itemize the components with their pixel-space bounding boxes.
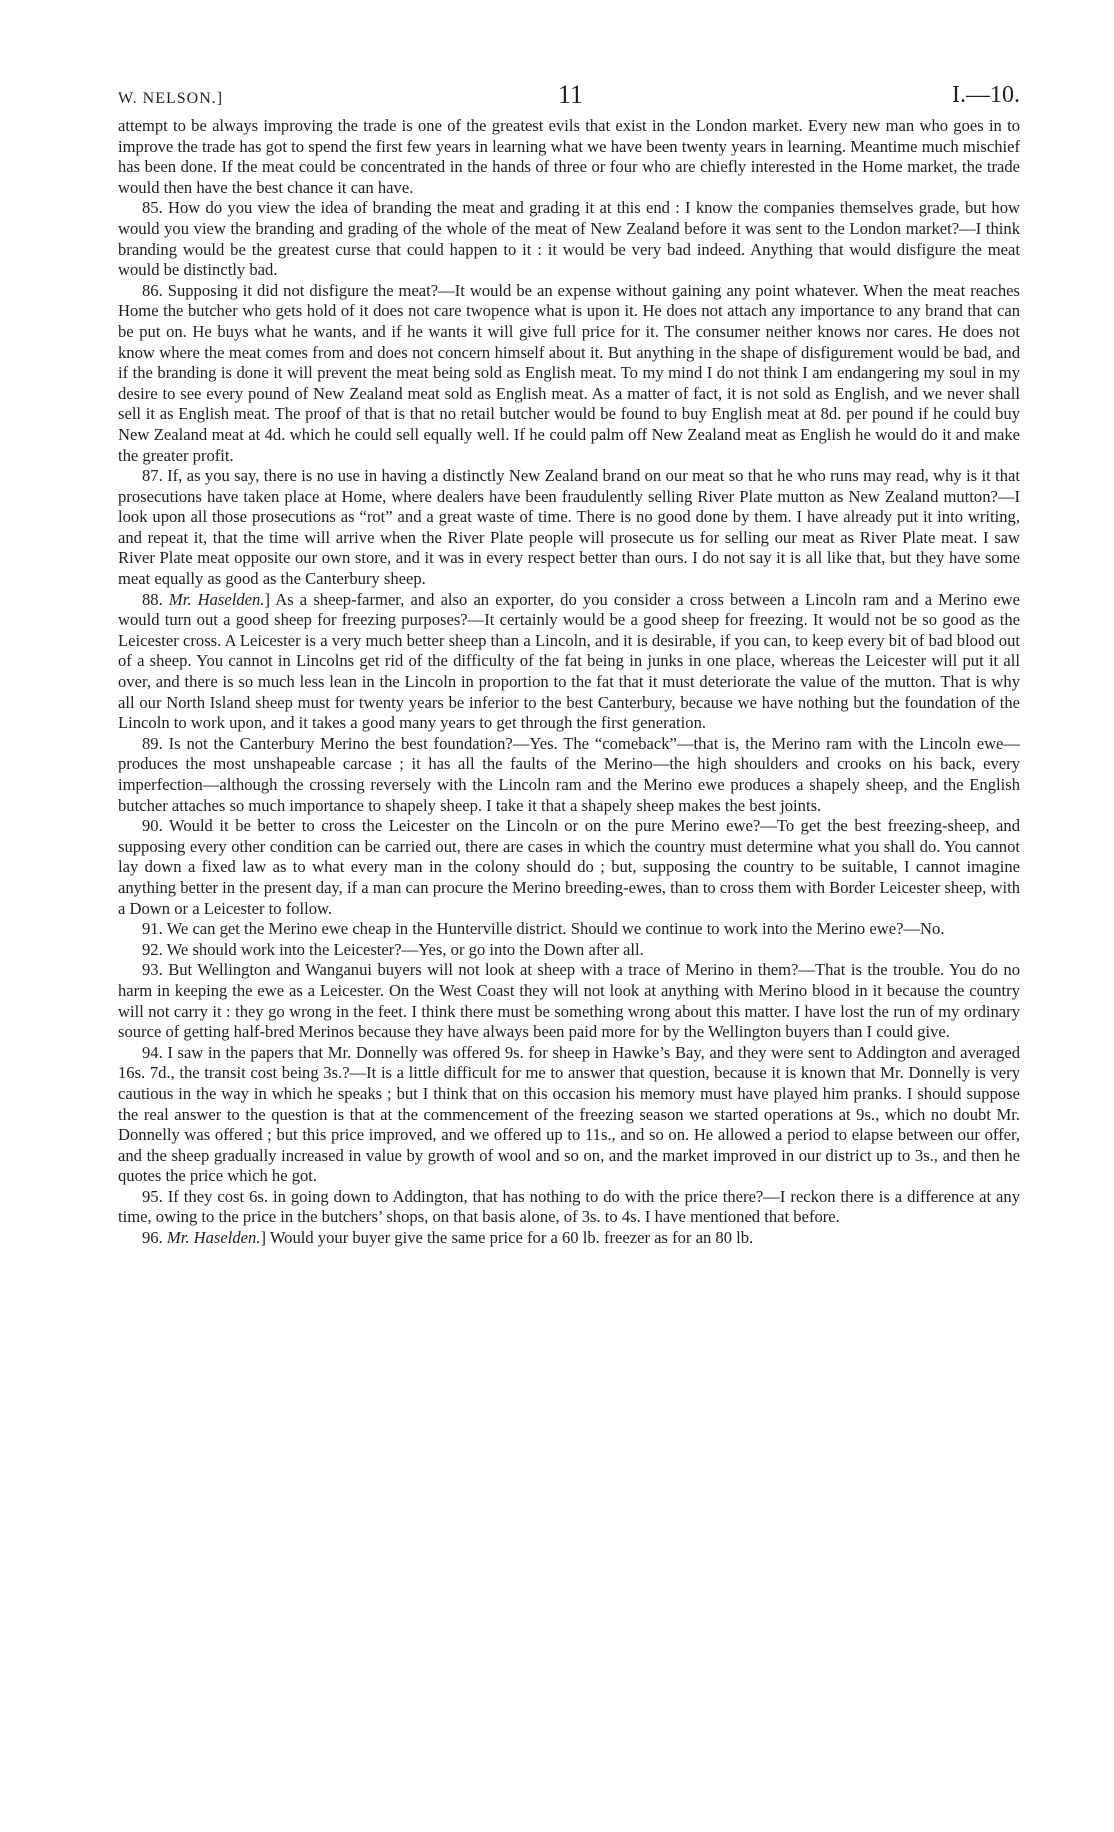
question-number: 87. [142,466,168,486]
paragraph-text: As a sheep-farmer, and also an exporter, do you consider a cross between a Lincoln ram and a Merino ewe would turn out a good sheep for freezing purposes?—It certainly would be a good sheep for freezing. It would not be so good as the Leicester cross. A Leicester is a very much better sheep than a Lincoln, and it is desirable, if you can, to keep every bit of bad blood out of a sheep. You cannot in Lincolns get rid of the difficulty of the fat being in junks in one place, whereas the Leicester will put it all over, and there is so much less lean in the Lincoln in proportion to the fat that it must deteriorate the value of the mutton. That is why all our North Island sheep must for twenty years be inferior to the best Canterbury, because we have nothing but the foundation of the Lincoln to work upon, and it takes a good many years to get through the first generation. [118,589,1021,733]
question-number: 89. [142,733,169,753]
paragraph [118,116,1020,198]
paragraph [118,1043,1020,1187]
question-number: 93. [142,960,169,980]
question-number: 94. [142,1042,168,1062]
speaker-name: Mr. Haselden. [168,589,265,609]
running-head [118,76,1020,116]
paragraph-text: But Wellington and Wanganui buyers will not look at sheep with a trace of Merino in them?—That is the trouble. You do no harm in keeping the ewe as a Leicester. On the West Coast they will not look at anything with Merino blood in it because the country will not carry it : they go wrong in the feet. I think there must be something wrong about this matter. I have lost the run of my ordinary source of getting half-bred Merinos because they have always been paid more for by the Wellington buyers than I could give. [118,960,1020,1042]
paragraph-text: Supposing it did not disfigure the meat?—It would be an expense without gaining any point whatever. When the meat reaches Home the butcher who gets hold of it does not care twopence what is upon it. He does not attach any importance to any brand that can be put on. He buys what he wants, and if he wants it will give full price for it. The consumer neither knows nor cares. He does not know where the meat comes from and does not concern himself about it. But anything in the shape of disfigurement would be bad, and if the branding is done it will prevent the meat being sold as English meat. To my mind I do not think I am endangering my soul in my desire to see every pound of New Zealand meat sold as English meat. As a matter of fact, it is not sold as English, and we never shall sell it as English meat. The proof of that is that no retail butcher would be found to buy English meat at 8d. per pound if he could buy New Zealand meat at 4d. which he could sell equally well. If he could palm off New Zealand meat as English he would do it and make the greater profit. [118,280,1020,465]
question-number: 85. [142,198,169,218]
paragraph [118,940,1020,961]
paragraph-text: We can get the Merino ewe cheap in the Hunterville district. Should we continue to work into the Merino ewe?—No. [166,919,945,939]
witness-name: W. NELSON.] [118,90,224,107]
paragraph [118,198,1020,280]
page-number: 11 [558,80,584,109]
question-number: 90. [142,816,170,836]
paragraph-text: We should work into the Leicester?—Yes, or go into the Down after all. [166,939,644,959]
question-number: 96. [142,1228,167,1248]
paragraph [118,960,1020,1042]
paragraph: 96. Mr. Haselden.] Would your buyer give the same price for a 60 lb. freezer as for an 80 lb. [142,1228,754,1248]
question-number: 86. [142,280,168,300]
paragraph-text: attempt to be always improving the trade is one of the greatest evils that exist in the London market. Every new man who goes in to improve the trade has got to spend the first few years in learning what we have been twenty years in learning. Meantime much mischief has been done. If the meat could be concentrated in the hands of three or four who are chiefly interested in the Home market, the trade would then have the best chance it can have. [118,116,1020,197]
paragraph-text: Is not the Canterbury Merino the best foundation?—Yes. The “comeback”—that is, the Merino ram with the Lincoln ewe—produces the most unshapeable carcase ; it has all the faults of the Merino—the high shoulders and crooks on his back, every imperfection—although the crossing reversely with the Lincoln ram and the Merino ewe produces a shapely sheep, and the English butcher attaches so much importance to shapely sheep. I take it that a shapely sheep makes the best joints. [118,733,1021,815]
paragraph-text: Would your buyer give the same price for a 60 lb. freezer as for an 80 lb. [269,1228,754,1248]
paragraph [118,816,1020,919]
paragraph: 88. Mr. Haselden.] As a sheep-farmer, and also an exporter, do you consider a cross between a Lincoln ram and a Merino ewe would turn out a good sheep for freezing purposes?—It certainly would be a good sheep for freezing. It would not be so good as the Leicester cross. A Leicester is a very much better sheep than a Lincoln, and it is desirable, if you can, to keep every bit of bad blood out of a sheep. You cannot in Lincolns get rid of the difficulty of the fat being in junks in one place, whereas the Leicester will put it all over, and there is so much less lean in the Lincoln in proportion to the fat that it must deteriorate the value of the mutton. That is why all our North Island sheep must for twenty years be inferior to the best Canterbury, because we have nothing but the foundation of the Lincoln to work upon, and it takes a good many years to get through the first generation. [118,589,1021,733]
paragraph [118,1187,1020,1228]
paragraph [118,466,1020,590]
paragraph [118,281,1020,466]
paragraph-text: If they cost 6s. in going down to Addington, that has nothing to do with the price there?—I reckon there is a difference at any time, owing to the price in the butchers’ shops, on that basis alone, of 3s. to 4s. I have mentioned that before. [118,1186,1021,1227]
paragraph-text: I saw in the papers that Mr. Donnelly was offered 9s. for sheep in Hawke’s Bay, and they were sent to Addington and averaged 16s. 7d., the transit cost being 3s.?—It is a little difficult for me to answer that question, because it is known that Mr. Donnelly is very cautious in the way in which he speaks ; but I think that on this occasion his memory must have played him pranks. I should suppose the real answer to the question is that at the commencement of the freezing season we started operations at 9s., which no doubt Mr. Donnelly was offered ; but this price improved, and we offered up to 11s., and so on. He allowed a period to elapse between our offer, and the sheep gradually increased in value by growth of wool and so on, and the market improved in our district up to 3s., and then he quotes the price which he got. [118,1042,1021,1186]
paragraph-text: Would it be better to cross the Leicester on the Lincoln or on the pure Merino ewe?—To get the best freezing-sheep, and supposing every other condition can be carried out, there are cases in which the country must determine what you shall do. You cannot lay down a fixed law as to what every man in the colony should do ; but, supposing the country to be suitable, I cannot imagine anything better in the present day, if a man can procure the Merino breeding-ewes, than to cross them with Border Leicester sheep, with a Down or a Leicester to follow. [118,816,1020,918]
question-number: 88. [142,589,169,609]
speaker-name: Mr. Haselden. [166,1228,261,1248]
paragraph [118,919,1020,940]
question-number: 92. [142,939,167,959]
paper-reference: I.—10. [952,82,1020,108]
paragraph-text: How do you view the idea of branding the meat and grading it at this end : I know the companies themselves grade, but how would you view the branding and grading of the whole of the meat of New Zealand before it was sent to the London market?—I think branding would be the greatest curse that could happen to it : it would be very bad indeed. Anything that would disfigure the meat would be distinctly bad. [118,198,1021,280]
body-text [118,116,1020,1249]
document-page [118,76,1020,1249]
question-number: 95. [142,1186,168,1206]
paragraph-text: If, as you say, there is no use in having a distinctly New Zealand brand on our meat so that he who runs may read, why is it that prosecutions have taken place at Home, where dealers have been fraudulently selling River Plate mutton as New Zealand mutton?—I look upon all those prosecutions as “rot” and a great waste of time. There is no good done by them. I have already put it into writing, and repeat it, that the time will arrive when the River Plate people will prosecute us for selling our meat as River Plate meat. I saw River Plate meat opposite our own store, and it was in every respect better than ours. I do not say it is all like that, but they have some meat equally as good as the Canterbury sheep. [118,466,1020,589]
paragraph [118,734,1020,816]
question-number: 91. [142,919,167,939]
